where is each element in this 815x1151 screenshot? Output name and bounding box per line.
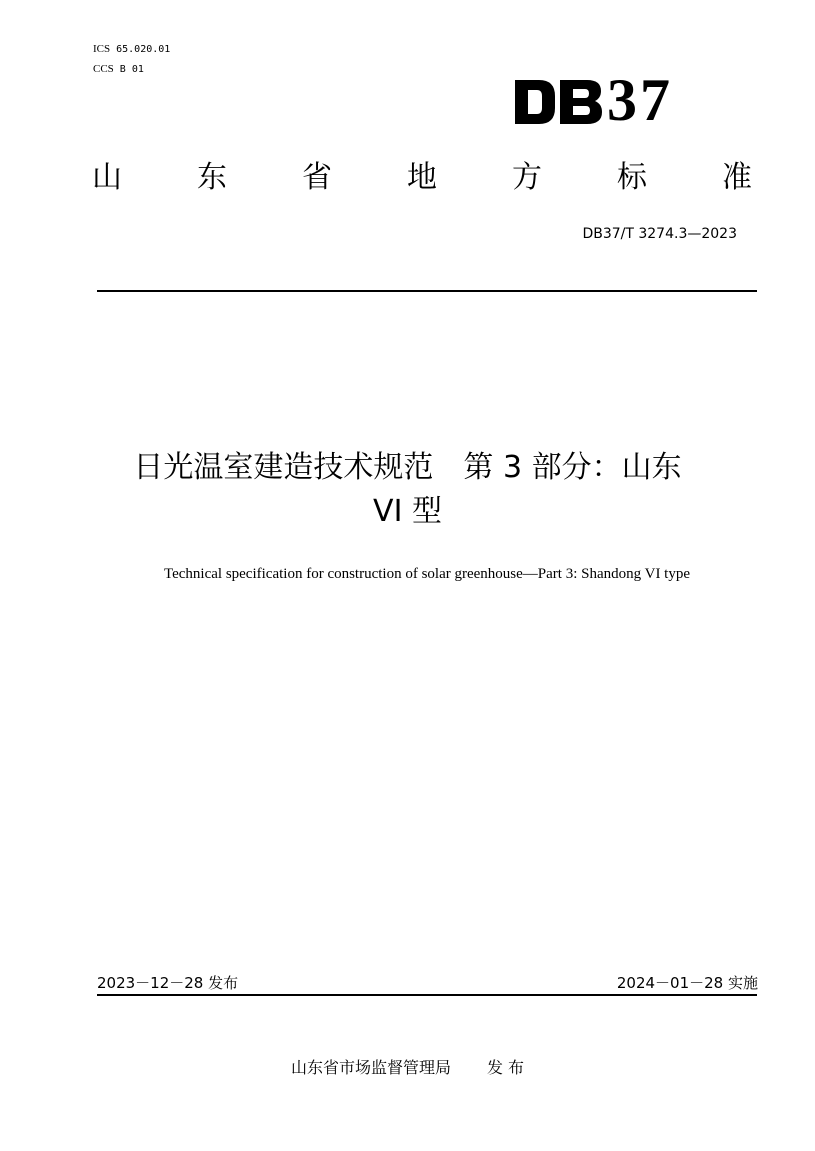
ics-code: 65.020.01	[116, 44, 171, 55]
ics-label: ICS	[93, 43, 111, 55]
ccs-line	[93, 62, 144, 77]
ccs-code: B 01	[119, 64, 144, 75]
db-logo-mark	[513, 78, 603, 126]
ics-line	[93, 42, 170, 57]
standard-type-char: 地	[407, 160, 437, 195]
ccs-label: CCS	[93, 63, 114, 75]
issue-date: 2023－12－28 发布	[97, 974, 239, 992]
title-chinese	[60, 446, 755, 534]
header-divider	[97, 290, 757, 292]
standard-type-char: 东	[197, 160, 227, 195]
issuing-authority	[0, 1055, 815, 1078]
standard-type-char: 标	[617, 160, 647, 195]
footer-divider	[97, 994, 757, 996]
authority-name: 山东省市场监督管理局	[290, 1058, 451, 1077]
title-chinese-line2: VI 型	[373, 494, 442, 529]
standard-number: DB37/T 3274.3—2023	[582, 226, 737, 242]
standard-type-char: 准	[722, 160, 752, 195]
db-logo-number: 37	[607, 67, 673, 133]
authority-action: 发 布	[486, 1058, 525, 1077]
standard-type-char: 方	[512, 160, 542, 195]
standard-type	[92, 158, 752, 198]
standard-type-char: 省	[302, 160, 332, 195]
title-chinese-line1: 日光温室建造技术规范 第 3 部分：山东	[133, 450, 682, 485]
title-english: Technical specification for construction of solar greenhouse—Part 3: Shandong VI type	[163, 566, 691, 582]
standard-type-char: 山	[92, 160, 122, 195]
implementation-date: 2024－01－28 实施	[616, 974, 758, 992]
